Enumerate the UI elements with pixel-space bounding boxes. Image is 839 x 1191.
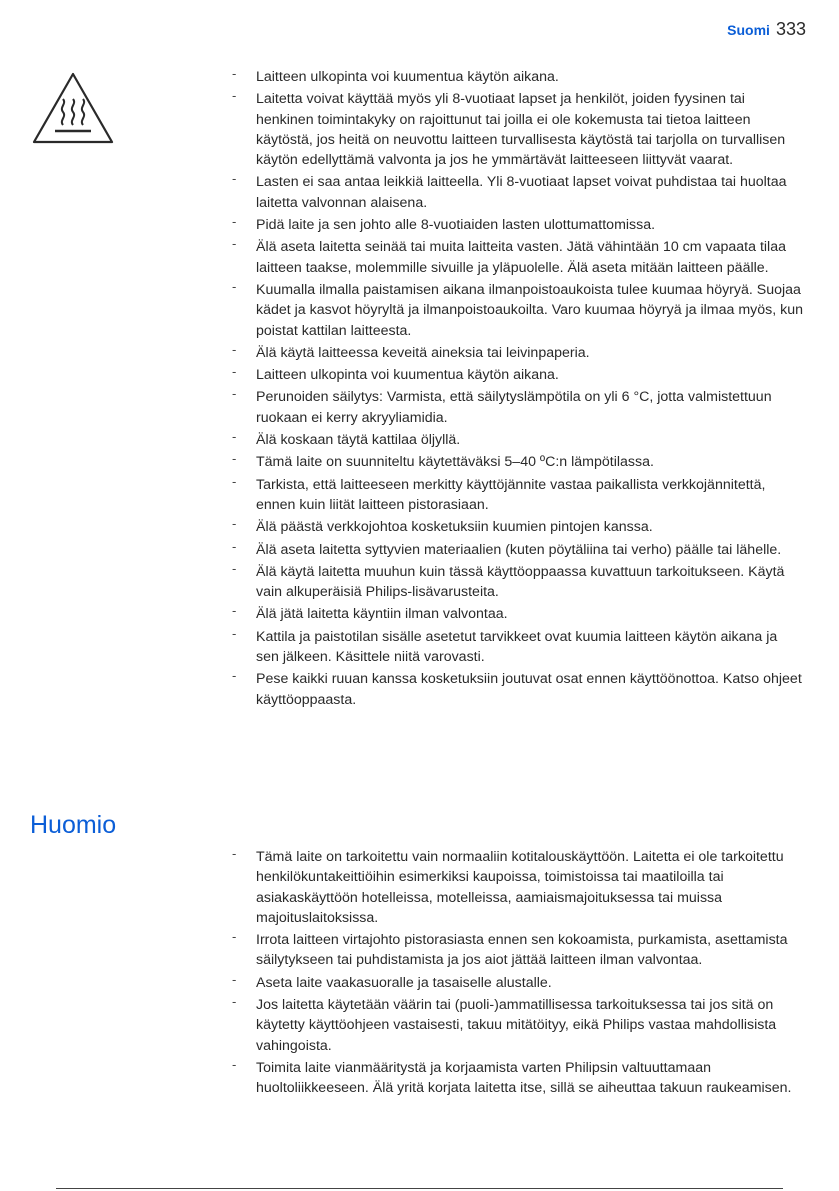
warnings-list bbox=[228, 67, 803, 712]
list-item-text: Älä jätä laitetta käyntiin ilman valvontaa. bbox=[256, 606, 508, 623]
list-item-text: Älä päästä verkkojohtoa kosketuksiin kuumien pintojen kanssa. bbox=[256, 519, 653, 536]
page-number: 333 bbox=[775, 19, 806, 39]
list-item-text: Perunoiden säilytys: Varmista, että säilytyslämpötila on yli 6 °C, jotta valmistettuun ruokaan ei kerry akryyliamidia. bbox=[256, 389, 772, 426]
list-item bbox=[228, 89, 803, 170]
list-item-text: Älä koskaan täytä kattilaa öljyllä. bbox=[256, 432, 461, 449]
list-item-text: Irrota laitteen virtajohto pistorasiasta ennen sen kokoamista, purkamista, asettamista säilytykseen tai puhdistamista ja jos aiot jättää laitteen ilman valvontaa. bbox=[256, 932, 788, 969]
hot-surface-warning-icon bbox=[30, 70, 116, 146]
list-item-text: Tarkista, että laitteeseen merkitty käyttöjännite vastaa paikallista verkkojännitettä, ennen kuin liität laitteen pistorasiaan. bbox=[256, 476, 766, 513]
list-item-text: Kattila ja paistotilan sisälle asetetut tarvikkeet ovat kuumia laitteen käytön aikana ja sen jälkeen. Käsittele niitä varovasti. bbox=[256, 628, 778, 666]
page-header bbox=[727, 19, 806, 40]
list-item bbox=[228, 604, 803, 624]
bullet-dash: - bbox=[232, 1056, 237, 1072]
list-item bbox=[228, 365, 803, 385]
list-item bbox=[228, 67, 803, 87]
bullet-dash: - bbox=[232, 846, 237, 861]
bullet-dash: - bbox=[232, 603, 237, 619]
list-item-text: Toimita laite vianmääritystä ja korjaamista varten Philipsin valtuuttamaan huoltoliikkeeseen. Älä yritä korjata laitetta itse, sillä se aiheuttaa takuun raukeamisen. bbox=[256, 1059, 792, 1097]
list-item-text: Jos laitetta käytetään väärin tai (puoli-)ammatillisessa tarkoituksessa tai jos sitä on käytetty käyttöohjeen vastaisesti, takuu mitätöityy, eikä Philips vastaa mahdollisista vahingoista. bbox=[256, 997, 777, 1054]
list-item bbox=[228, 215, 803, 235]
list-item-text: Laitetta voivat käyttää myös yli 8-vuotiaat lapset ja henkilöt, joiden fyysinen tai henkinen toimintakyky on rajoittunut tai joilla ei ole kokemusta tai tietoa laitteen käytöstä, jos heitä on neuvottu laitteen turvallisesta käytöstä tai tarjolla on turvallisen käytön edellyttämä valvonta ja jos he ymmärtävät laitteeseen liittyvät vaarat. bbox=[256, 91, 786, 169]
list-item bbox=[228, 973, 803, 993]
list-item-text: Lasten ei saa antaa leikkiä laitteella. Yli 8-vuotiaat lapset voivat puhdistaa tai huoltaa laitetta valvonnan alaisena. bbox=[256, 174, 787, 211]
list-item bbox=[228, 669, 803, 710]
bullet-dash: - bbox=[232, 66, 237, 81]
bullet-dash: - bbox=[232, 668, 237, 684]
bullet-dash: - bbox=[232, 625, 237, 641]
bullet-dash: - bbox=[232, 429, 237, 445]
bullet-dash: - bbox=[232, 516, 237, 532]
bullet-dash: - bbox=[232, 88, 237, 104]
list-item bbox=[228, 172, 803, 213]
list-item-text: Tämä laite on suunniteltu käytettäväksi 5–40 ºC:n lämpötilassa. bbox=[256, 454, 654, 471]
bullet-dash: - bbox=[232, 538, 237, 554]
bullet-dash: - bbox=[232, 236, 237, 252]
bullet-dash: - bbox=[232, 994, 237, 1010]
list-item-text: Kuumalla ilmalla paistamisen aikana ilmanpoistoaukoista tulee kuumaa höyryä. Suojaa kädet ja kasvot höyryltä ja ilmanpoistoaukoilta. Varo kuumaa höyryä ja ilmaa myös, kun poistat kattilan laitteesta. bbox=[256, 281, 804, 339]
list-item bbox=[228, 517, 803, 537]
bullet-dash: - bbox=[232, 214, 237, 230]
bullet-dash: - bbox=[232, 971, 237, 987]
list-item-text: Pese kaikki ruuan kanssa kosketuksiin joutuvat osat ennen käyttöönottoa. Katso ohjeet käyttöoppaasta. bbox=[256, 671, 802, 708]
bullet-dash: - bbox=[232, 929, 237, 945]
list-item bbox=[228, 237, 803, 278]
bullet-dash: - bbox=[232, 386, 237, 402]
list-item bbox=[228, 930, 803, 971]
list-item bbox=[228, 627, 803, 668]
list-item-text: Laitteen ulkopinta voi kuumentua käytön aikana. bbox=[256, 367, 559, 384]
footer-divider bbox=[56, 1188, 783, 1189]
caution-list bbox=[228, 847, 803, 1101]
bullet-dash: - bbox=[232, 364, 237, 380]
section-title-caution: Huomio bbox=[30, 811, 117, 839]
language-label: Suomi bbox=[727, 22, 770, 38]
list-item bbox=[228, 387, 803, 428]
bullet-dash: - bbox=[232, 560, 237, 576]
list-item-text: Älä käytä laitteessa keveitä aineksia tai leivinpaperia. bbox=[256, 344, 590, 361]
list-item bbox=[228, 540, 803, 560]
list-item bbox=[228, 562, 803, 603]
list-item bbox=[228, 475, 803, 516]
bullet-dash: - bbox=[232, 473, 237, 489]
list-item-text: Älä aseta laitetta syttyvien materiaalien (kuten pöytäliina tai verho) päälle tai lähelle. bbox=[256, 541, 782, 558]
list-item bbox=[228, 430, 803, 450]
list-item bbox=[228, 452, 803, 472]
list-item-text: Tämä laite on tarkoitettu vain normaaliin kotitalouskäyttöön. Laitetta ei ole tarkoitettu henkilökuntakeittiöihin esimerkiksi kaupoissa, toimistoissa tai maatiloilla tai asiakaskäyttöön hotelleissa, motelleissa, aamiaismajoituksessa tai muissa majoituslaitoksissa. bbox=[256, 849, 784, 926]
list-item-text: Laitteen ulkopinta voi kuumentua käytön aikana. bbox=[256, 69, 559, 85]
list-item bbox=[228, 280, 803, 341]
bullet-dash: - bbox=[232, 451, 237, 467]
list-item-text: Aseta laite vaakasuoralle ja tasaiselle alustalle. bbox=[256, 974, 552, 991]
bullet-dash: - bbox=[232, 341, 237, 357]
list-item bbox=[228, 343, 803, 363]
bullet-dash: - bbox=[232, 278, 237, 294]
list-item bbox=[228, 847, 803, 928]
list-item bbox=[228, 995, 803, 1056]
list-item-text: Älä aseta laitetta seinää tai muita laitteita vasten. Jätä vähintään 10 cm vapaata tilaa laitteen taakse, molemmille sivuille ja yläpuolelle. Älä aseta mitään laitteen päälle. bbox=[256, 239, 786, 276]
bullet-dash: - bbox=[232, 171, 237, 187]
list-item-text: Pidä laite ja sen johto alle 8-vuotiaiden lasten ulottumattomissa. bbox=[256, 217, 656, 234]
list-item bbox=[228, 1058, 803, 1099]
list-item-text: Älä käytä laitetta muuhun kuin tässä käyttöoppaassa kuvattuun tarkoitukseen. Käytä vain alkuperäisiä Philips-lisävarusteita. bbox=[256, 563, 785, 601]
